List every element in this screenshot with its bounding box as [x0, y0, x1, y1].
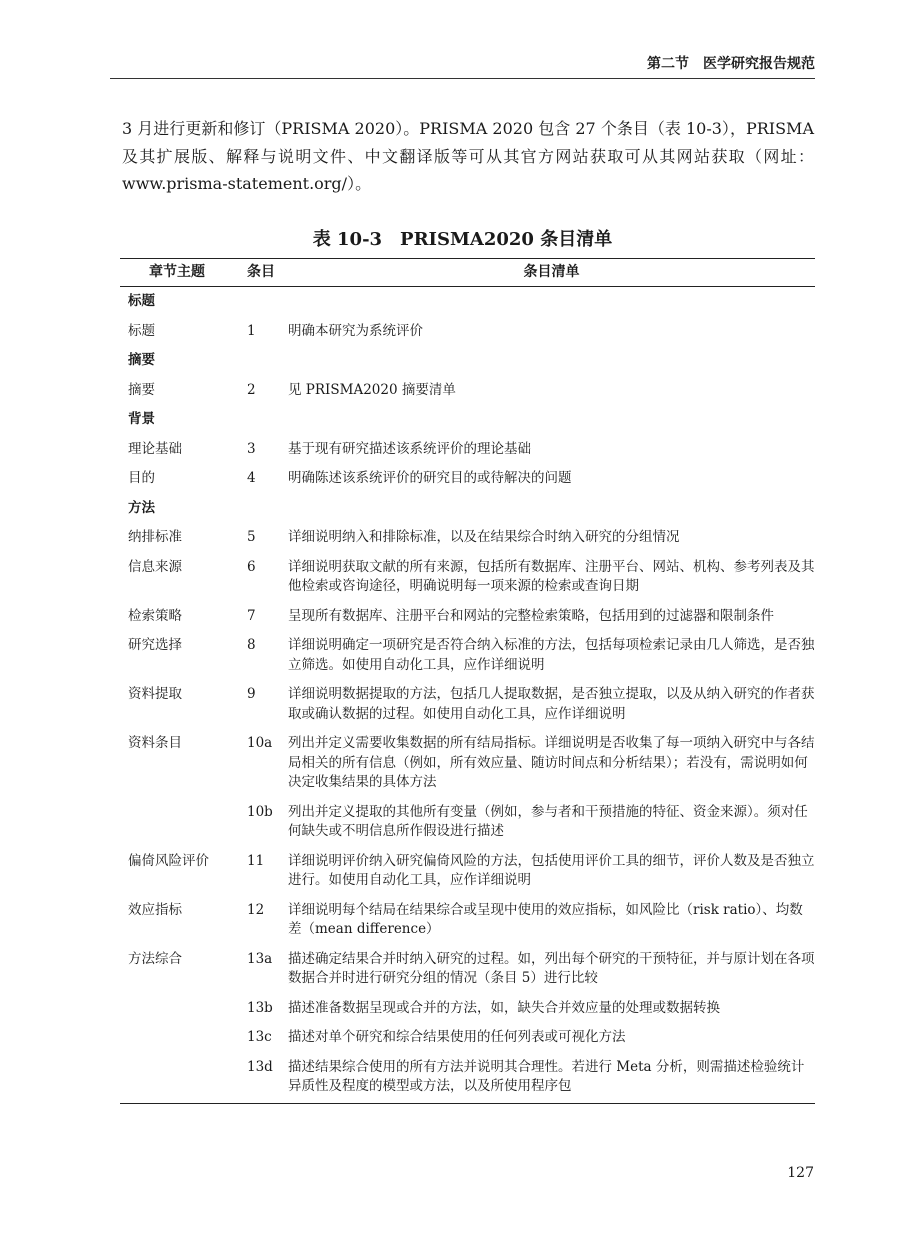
row-item-text: 呈现所有数据库、注册平台和网站的完整检索策略，包括用到的过滤器和限制条件	[288, 607, 774, 624]
section-row	[120, 405, 815, 435]
row-item-number: 13a	[247, 950, 273, 967]
row-item-text: 描述确定结果合并时纳入研究的过程。如，列出每个研究的干预特征，并与原计划在各项数据合并时进行研究分组的情况（条目 5）进行比较	[288, 950, 815, 986]
row-item-text: 详细说明获取文献的所有来源，包括所有数据库、注册平台、网站、机构、参考列表及其他检索或咨询途径，明确说明每一项来源的检索或查询日期	[288, 558, 815, 594]
table-row	[120, 798, 815, 847]
table-header-row	[120, 259, 815, 287]
section-title: 摘要	[128, 352, 155, 368]
row-item-text: 明确陈述该系统评价的研究目的或待解决的问题	[288, 470, 572, 486]
row-topic: 摘要	[128, 381, 155, 398]
row-item-text: 详细说明数据提取的方法，包括几人提取数据，是否独立提取，以及从纳入研究的作者获取或确认数据的过程。如使用自动化工具，应作详细说明	[288, 686, 815, 722]
table-row	[120, 631, 815, 680]
row-topic: 标题	[128, 322, 155, 339]
row-item-number: 13c	[247, 1029, 272, 1045]
section-title: 背景	[128, 411, 155, 427]
row-item-number: 10a	[247, 735, 273, 751]
row-item-number: 13d	[247, 1053, 288, 1104]
table-row	[120, 317, 815, 347]
row-item-text: 详细说明评价纳入研究偏倚风险的方法，包括使用评价工具的细节，评价人数及是否独立进行。如使用自动化工具，应作详细说明	[288, 852, 815, 888]
row-item-number: 4	[247, 470, 256, 486]
row-item-number: 10b	[247, 803, 273, 820]
table-row	[120, 602, 815, 632]
row-topic: 资料提取	[128, 686, 182, 702]
section-row	[120, 346, 815, 376]
page-number: 127	[787, 1165, 814, 1181]
row-topic	[120, 994, 247, 1024]
row-topic	[120, 1023, 247, 1053]
intro-paragraph: 3 月进行更新和修订（PRISMA 2020）。PRISMA 2020 包含 27 个条目（表 10-3），PRISMA 及其扩展版、解释与说明文件、中文翻译版等可从其官方网站获取可从其网站获取（网址：www.prisma-statement.org/）。	[122, 119, 814, 193]
row-topic: 信息来源	[128, 558, 182, 575]
section-title: 方法	[128, 499, 155, 516]
row-item-number: 8	[247, 637, 256, 653]
row-item-text: 描述对单个研究和综合结果使用的任何列表或可视化方法	[288, 1029, 626, 1045]
row-topic: 目的	[128, 470, 155, 486]
row-topic: 纳排标准	[128, 529, 182, 545]
section-title: 标题	[128, 293, 155, 309]
table-row	[120, 553, 815, 602]
row-item-text: 见 PRISMA2020 摘要清单	[288, 381, 456, 398]
table-row	[120, 847, 815, 896]
row-item-number: 5	[247, 529, 256, 545]
header-checklist: 条目清单	[288, 259, 815, 287]
row-topic: 理论基础	[128, 440, 182, 457]
row-item-number: 11	[247, 852, 265, 869]
header-topic: 章节主题	[120, 259, 247, 287]
row-item-number: 9	[247, 686, 256, 702]
row-item-number: 12	[247, 901, 265, 918]
table-row	[120, 523, 815, 553]
row-topic: 研究选择	[128, 637, 182, 653]
row-topic: 效应指标	[128, 901, 182, 918]
row-item-text: 列出并定义提取的其他所有变量（例如，参与者和干预措施的特征、资金来源）。须对任何缺失或不明信息所作假设进行描述	[288, 803, 808, 839]
row-item-number: 3	[247, 440, 256, 457]
row-item-text: 明确本研究为系统评价	[288, 322, 423, 339]
table-row	[120, 1023, 815, 1053]
table-body	[120, 287, 815, 1104]
row-topic: 方法综合	[128, 950, 182, 967]
running-header: 第二节 医学研究报告规范	[110, 50, 815, 79]
row-item-text: 详细说明确定一项研究是否符合纳入标准的方法，包括每项检索记录由几人筛选，是否独立筛选。如使用自动化工具，应作详细说明	[288, 637, 815, 673]
table-row	[120, 680, 815, 729]
row-item-text: 详细说明纳入和排除标准，以及在结果综合时纳入研究的分组情况	[288, 529, 680, 545]
table-row	[120, 376, 815, 406]
prisma-checklist-table	[120, 258, 815, 1104]
table-row	[120, 896, 815, 945]
row-topic: 检索策略	[128, 607, 182, 624]
row-item-number: 13b	[247, 999, 273, 1016]
header-item: 条目	[247, 259, 288, 287]
table-row	[120, 729, 815, 798]
row-item-number: 2	[247, 381, 256, 398]
row-topic: 偏倚风险评价	[128, 852, 209, 869]
row-topic: 资料条目	[128, 735, 182, 751]
row-item-text: 描述准备数据呈现或合并的方法，如，缺失合并效应量的处理或数据转换	[288, 999, 720, 1016]
table-row	[120, 1053, 815, 1104]
row-item-number: 1	[247, 322, 256, 339]
section-row	[120, 494, 815, 524]
table-caption: 表 10-3 PRISMA2020 条目清单	[312, 229, 613, 250]
row-topic	[120, 1053, 247, 1104]
table-row	[120, 464, 815, 494]
row-item-text: 基于现有研究描述该系统评价的理论基础	[288, 440, 531, 457]
table-row	[120, 945, 815, 994]
row-item-number: 7	[247, 607, 256, 624]
row-item-text: 详细说明每个结局在结果综合或呈现中使用的效应指标，如风险比（risk ratio）、均数差（mean difference）	[288, 901, 803, 937]
section-row	[120, 287, 815, 317]
row-item-number: 6	[247, 558, 256, 575]
table-row	[120, 994, 815, 1024]
row-item-text: 列出并定义需要收集数据的所有结局指标。详细说明是否收集了每一项纳入研究中与各结局相关的所有信息（例如，所有效应量、随访时间点和分析结果）；若没有，需说明如何决定收集结果的具体方法	[288, 735, 815, 790]
table-row	[120, 435, 815, 465]
row-item-text: 描述结果综合使用的所有方法并说明其合理性。若进行 Meta 分析，则需描述检验统计异质性及程度的模型或方法，以及所使用程序包	[288, 1053, 815, 1104]
row-topic	[120, 798, 247, 847]
